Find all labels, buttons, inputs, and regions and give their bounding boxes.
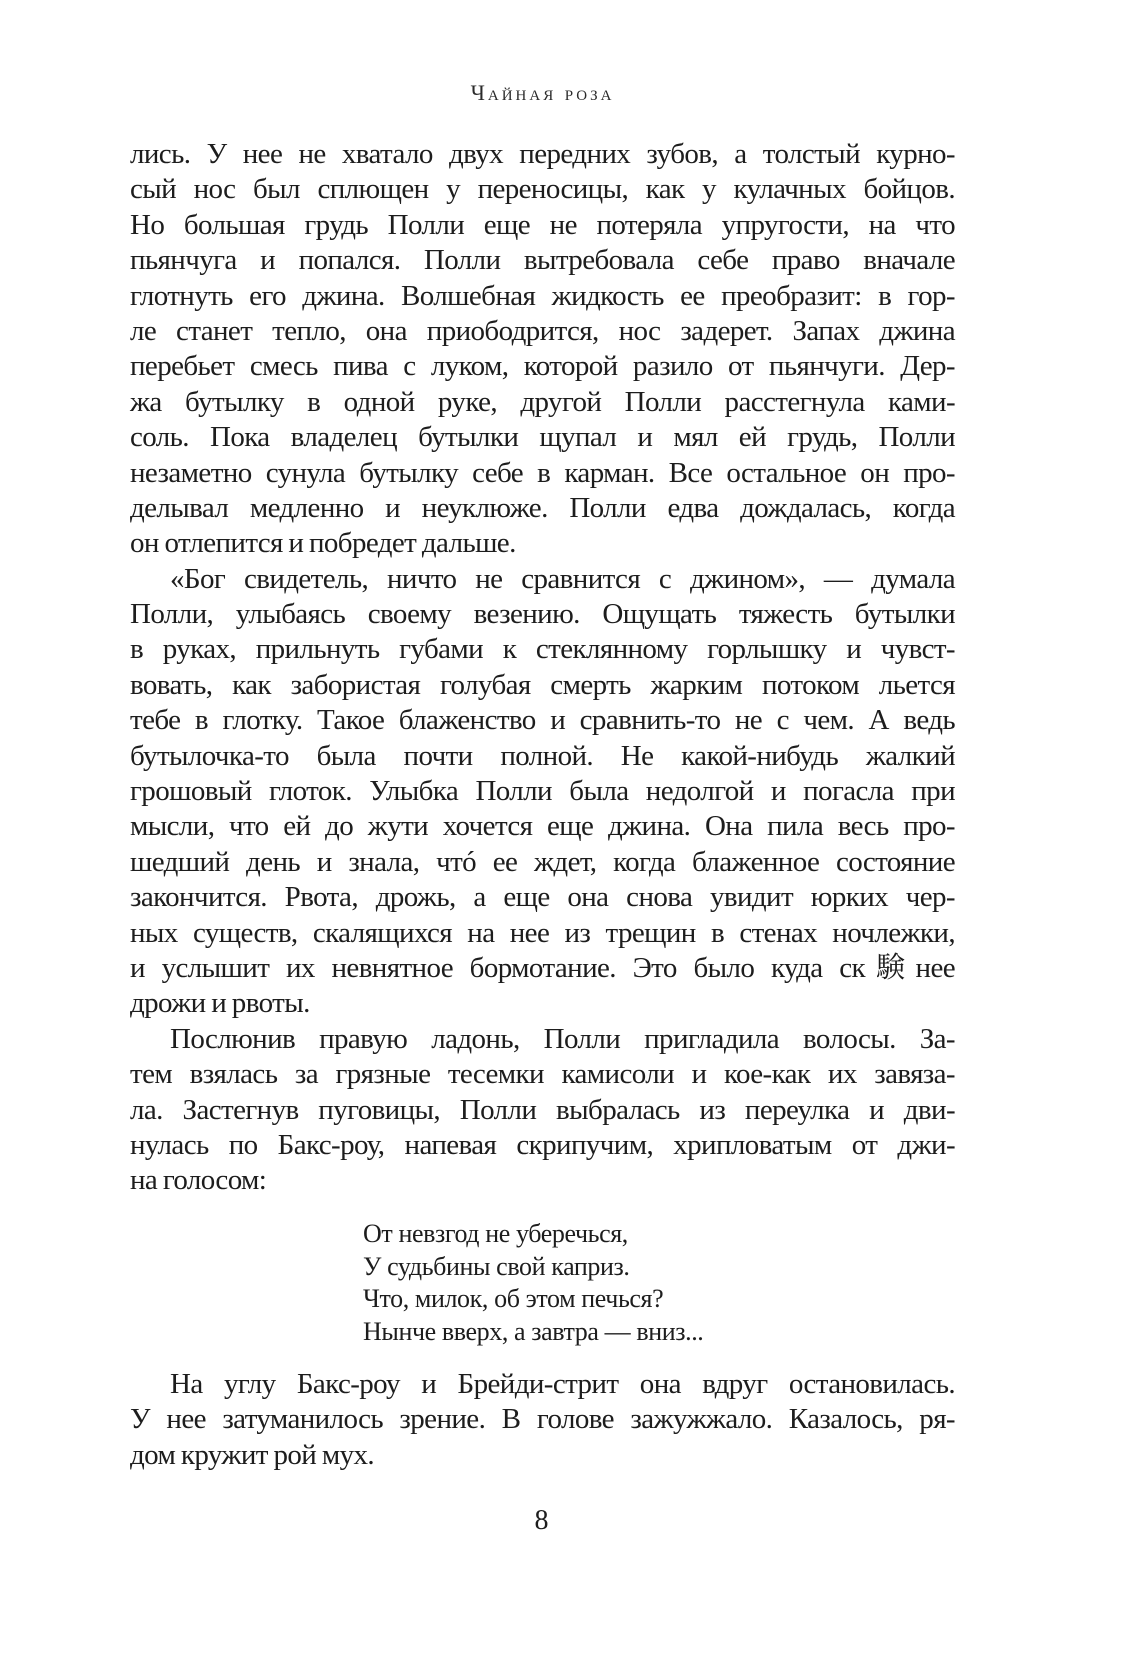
text-line: грошовый глоток. Улыбка Полли была недолгой и погасла при: [130, 775, 955, 808]
text-line: дом кружит рой мух.: [130, 1438, 375, 1471]
text-line: и услышит их невнятное бормотание. Это было куда ск験нее: [130, 951, 955, 984]
body-text: [130, 137, 955, 1199]
text-line: Но большая грудь Полли еще не потеряла упругости, на что: [130, 208, 955, 241]
text-line: незаметно сунула бутылку себе в карман. Все остальное он про-: [130, 456, 955, 489]
text-line: соль. Пока владелец бутылки щупал и мял ей грудь, Полли: [130, 421, 955, 454]
text-line: он отлепится и побредет дальше.: [130, 527, 516, 560]
text-line: в руках, прильнуть губами к стеклянному горлышку и чувст-: [130, 633, 955, 666]
poem-line: У судьбины свой каприз.: [363, 1251, 630, 1281]
poem-line: Что, милок, об этом печься?: [363, 1284, 664, 1314]
text-line: ле станет тепло, она приободрится, нос задерет. Запах джина: [130, 314, 955, 347]
text-line: Послюнив правую ладонь, Полли пригладила волосы. За-: [170, 1022, 955, 1055]
text-line: сый нос был сплющен у переносицы, как у кулачных бойцов.: [130, 173, 955, 206]
text-line: пьянчуга и попался. Полли вытребовала себе право вначале: [130, 244, 955, 277]
page-number: 8: [534, 1505, 549, 1536]
text-line: дрожи и рвоты.: [130, 987, 310, 1020]
text-line: ных существ, скалящихся на нее из трещин в стенах ночлежки,: [130, 916, 955, 949]
text-line: нулась по Бакс-роу, напевая скрипучим, хрипловатым от джи-: [130, 1128, 955, 1161]
text-line: закончится. Рвота, дрожь, а еще она снова увидит юрких чер-: [130, 881, 955, 914]
text-line: «Бог свидетель, ничто не сравнится с джином», — думала: [170, 562, 955, 595]
poem-line: Нынче вверх, а завтра — вниз...: [363, 1317, 704, 1347]
running-head: Чайная роза: [470, 80, 615, 105]
text-line: На углу Бакс-роу и Брейди-стрит она вдруг остановилась.: [170, 1368, 955, 1400]
text-line: тем взялась за грязные тесемки камисоли и кое-как их завяза-: [130, 1058, 955, 1091]
text-line: шедший день и знала, чтó ее ждет, когда блаженное состояние: [130, 845, 955, 878]
text-line: жа бутылку в одной руке, другой Полли расстегнула ками-: [130, 385, 955, 418]
text-line: вовать, как забористая голубая смерть жарким потоком льется: [130, 668, 955, 701]
poem-line: От невзгод не уберечься,: [363, 1219, 628, 1248]
poem: [363, 1218, 703, 1349]
text-line: на голосом:: [130, 1164, 267, 1197]
text-line: глотнуть его джина. Волшебная жидкость ее преобразит: в гор-: [130, 279, 955, 312]
text-line: ла. Застегнув пуговицы, Полли выбралась из переулка и дви-: [130, 1093, 955, 1126]
text-line: перебьет смесь пива с луком, которой разило от пьянчуги. Дер-: [130, 350, 955, 383]
text-line: бутылочка-то была почти полной. Не какой-нибудь жалкий: [130, 739, 955, 772]
text-line: мысли, что ей до жути хочется еще джина. Она пила весь про-: [130, 810, 955, 843]
text-line: делывал медленно и неуклюже. Полли едва дождалась, когда: [130, 491, 955, 524]
text-line: тебе в глотку. Такое блаженство и сравнить-то не с чем. А ведь: [130, 704, 955, 737]
text-line: Полли, улыбаясь своему везению. Ощущать тяжесть бутылки: [130, 598, 955, 631]
final-paragraph: [130, 1367, 955, 1473]
text-line: лись. У нее не хватало двух передних зубов, а толстый курно-: [130, 138, 955, 170]
text-line: У нее затуманилось зрение. В голове зажужжало. Казалось, ря-: [130, 1403, 955, 1436]
